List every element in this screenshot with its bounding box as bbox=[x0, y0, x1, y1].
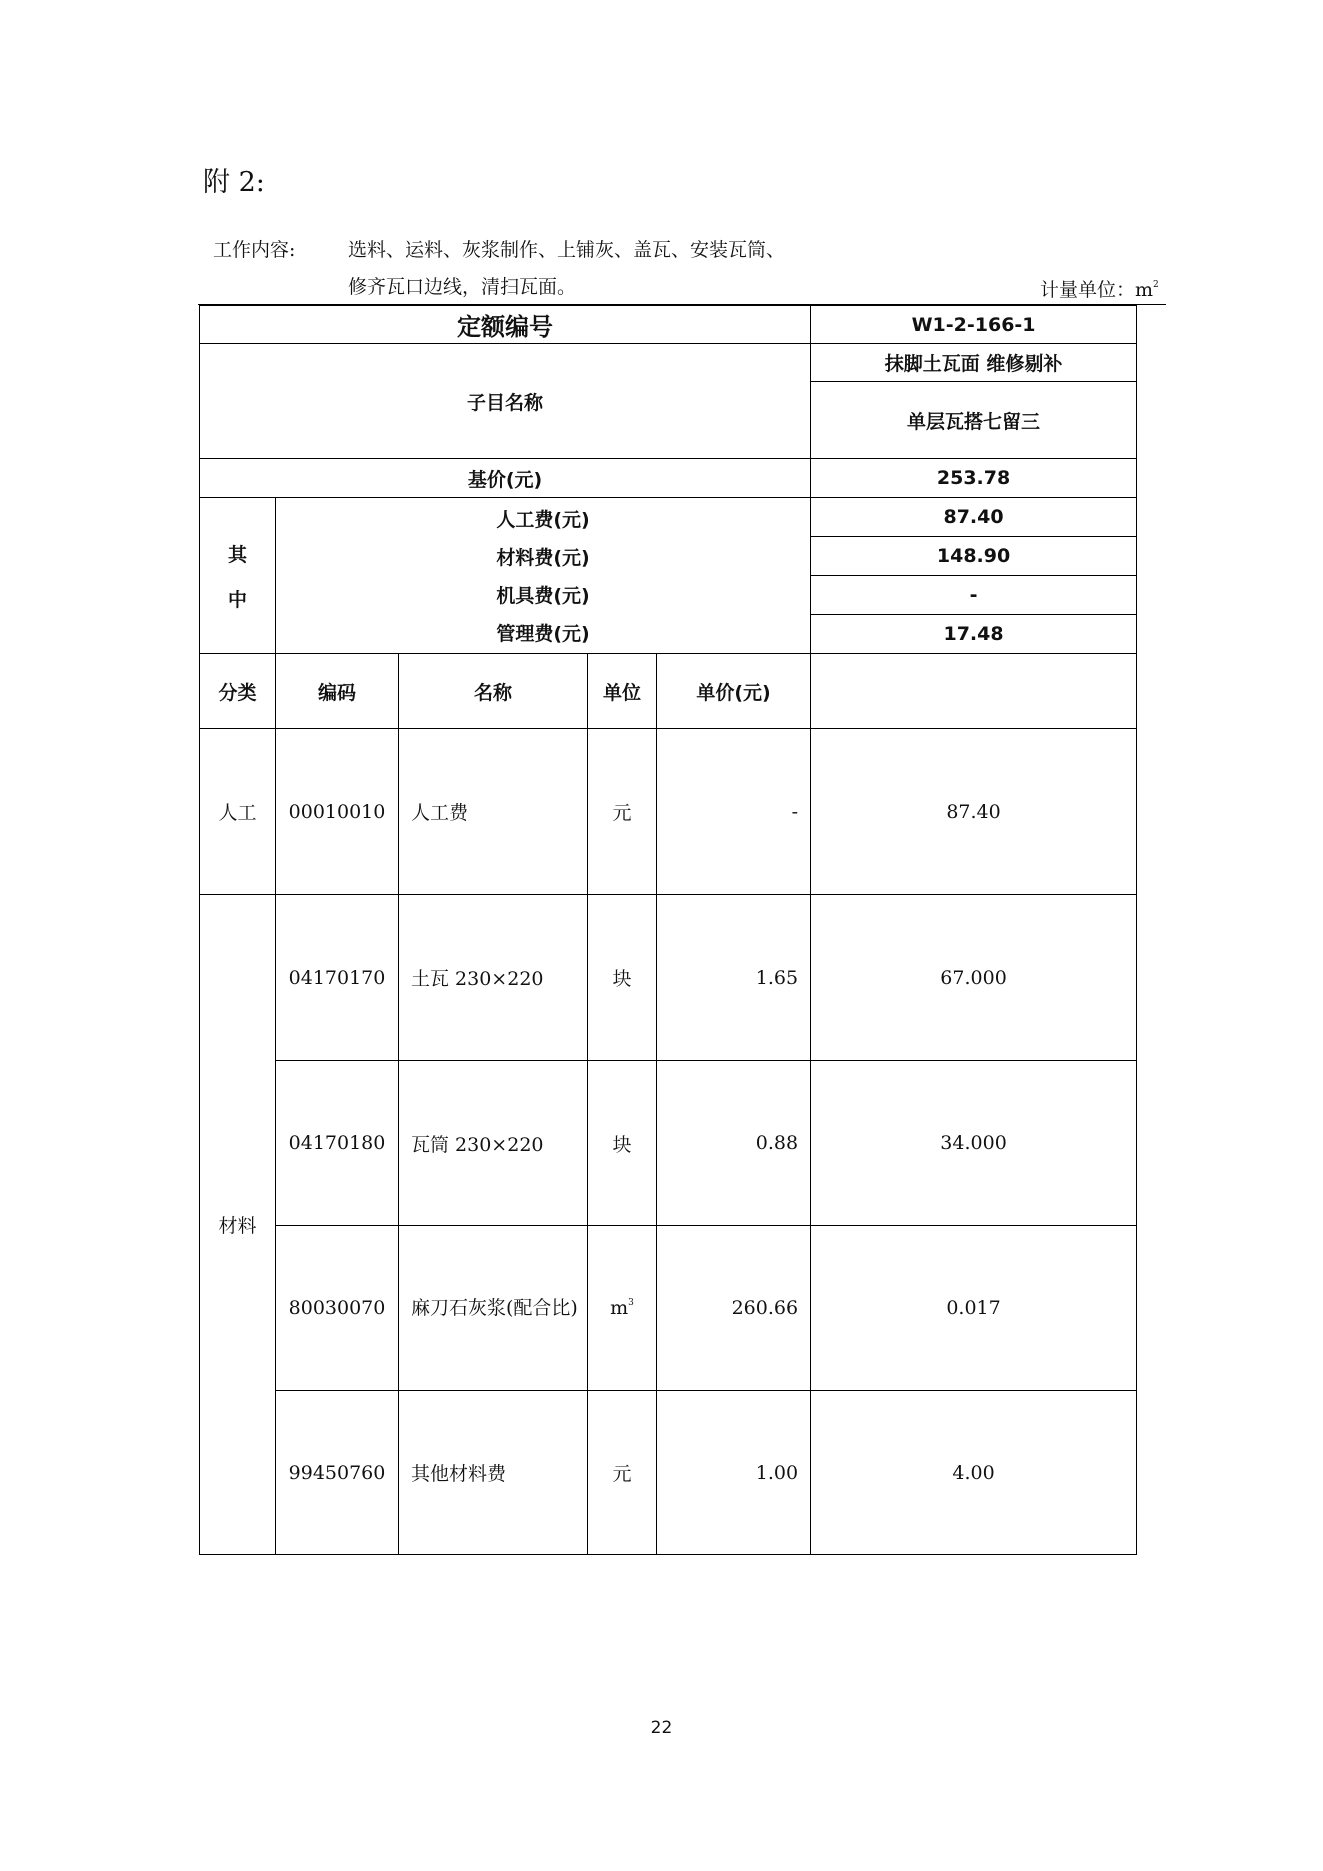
column-header-unit: 单位 bbox=[588, 654, 657, 729]
management-cost-value: 17.48 bbox=[811, 615, 1137, 654]
column-header-category: 分类 bbox=[200, 654, 276, 729]
item-name-label: 子目名称 bbox=[200, 344, 811, 459]
material-unit: 块 bbox=[588, 1061, 657, 1226]
table-row bbox=[200, 1061, 1137, 1226]
material-cost-label: 材料费(元) bbox=[496, 547, 590, 569]
measurement-unit-note bbox=[1040, 275, 1159, 302]
labor-quantity: 87.40 bbox=[811, 729, 1137, 895]
work-content-line-1: 选料、运料、灰浆制作、上铺灰、盖瓦、安装瓦筒、 bbox=[348, 239, 786, 261]
quota-table bbox=[199, 305, 1137, 1555]
quota-number-value: W1-2-166-1 bbox=[811, 306, 1137, 344]
quota-number-label: 定额编号 bbox=[200, 306, 811, 344]
material-code: 04170170 bbox=[276, 895, 399, 1061]
measurement-unit-text: 计量单位：m bbox=[1040, 279, 1154, 301]
labor-unit-price: - bbox=[657, 729, 811, 895]
material-unit bbox=[588, 1226, 657, 1391]
material-cost-value: 148.90 bbox=[811, 537, 1137, 576]
material-name: 土瓦 230×220 bbox=[399, 895, 588, 1061]
material-unit-text: m bbox=[610, 1297, 629, 1319]
material-code: 04170180 bbox=[276, 1061, 399, 1226]
base-price-value: 253.78 bbox=[811, 459, 1137, 498]
machinery-cost-value: - bbox=[811, 576, 1137, 615]
material-name: 其他材料费 bbox=[399, 1391, 588, 1555]
material-code: 99450760 bbox=[276, 1391, 399, 1555]
material-name: 瓦筒 230×220 bbox=[399, 1061, 588, 1226]
material-name: 麻刀石灰浆(配合比) bbox=[399, 1226, 588, 1391]
labor-code: 00010010 bbox=[276, 729, 399, 895]
machinery-cost-label: 机具费(元) bbox=[496, 585, 590, 607]
material-unit: 块 bbox=[588, 895, 657, 1061]
work-content-line-2: 修齐瓦口边线，清扫瓦面。 bbox=[348, 276, 577, 298]
column-header-name: 名称 bbox=[399, 654, 588, 729]
material-unit: 元 bbox=[588, 1391, 657, 1555]
measurement-unit-superscript: 2 bbox=[1153, 280, 1159, 290]
management-cost-label: 管理费(元) bbox=[496, 623, 590, 645]
material-category: 材料 bbox=[200, 895, 276, 1555]
material-unit-superscript: 3 bbox=[628, 1298, 634, 1308]
material-unit-price: 1.65 bbox=[657, 895, 811, 1061]
labor-category: 人工 bbox=[200, 729, 276, 895]
labor-name: 人工费 bbox=[399, 729, 588, 895]
work-content-label: 工作内容: bbox=[213, 239, 296, 261]
item-name-line-1: 抹脚土瓦面 维修剔补 bbox=[811, 344, 1137, 382]
labor-cost-label: 人工费(元) bbox=[496, 509, 590, 531]
column-header-code: 编码 bbox=[276, 654, 399, 729]
base-price-label: 基价(元) bbox=[200, 459, 811, 498]
table-row bbox=[200, 1391, 1137, 1555]
attachment-title: 附 2: bbox=[203, 167, 265, 198]
column-header-quantity bbox=[811, 654, 1137, 729]
material-unit-price: 1.00 bbox=[657, 1391, 811, 1555]
including-label bbox=[200, 498, 276, 654]
table-row bbox=[200, 729, 1137, 895]
including-char-2: 中 bbox=[227, 588, 247, 611]
material-quantity: 0.017 bbox=[811, 1226, 1137, 1391]
material-quantity: 34.000 bbox=[811, 1061, 1137, 1226]
material-unit-price: 260.66 bbox=[657, 1226, 811, 1391]
material-quantity: 67.000 bbox=[811, 895, 1137, 1061]
including-char-1: 其 bbox=[227, 543, 247, 566]
material-code: 80030070 bbox=[276, 1226, 399, 1391]
labor-cost-value: 87.40 bbox=[811, 498, 1137, 537]
item-name-line-2: 单层瓦搭七留三 bbox=[811, 382, 1137, 459]
column-header-unit-price: 单价(元) bbox=[657, 654, 811, 729]
page-number: 22 bbox=[650, 1718, 673, 1738]
breakdown-labels bbox=[276, 498, 811, 654]
material-unit-price: 0.88 bbox=[657, 1061, 811, 1226]
table-row bbox=[200, 1226, 1137, 1391]
table-row bbox=[200, 895, 1137, 1061]
material-quantity: 4.00 bbox=[811, 1391, 1137, 1555]
labor-unit: 元 bbox=[588, 729, 657, 895]
